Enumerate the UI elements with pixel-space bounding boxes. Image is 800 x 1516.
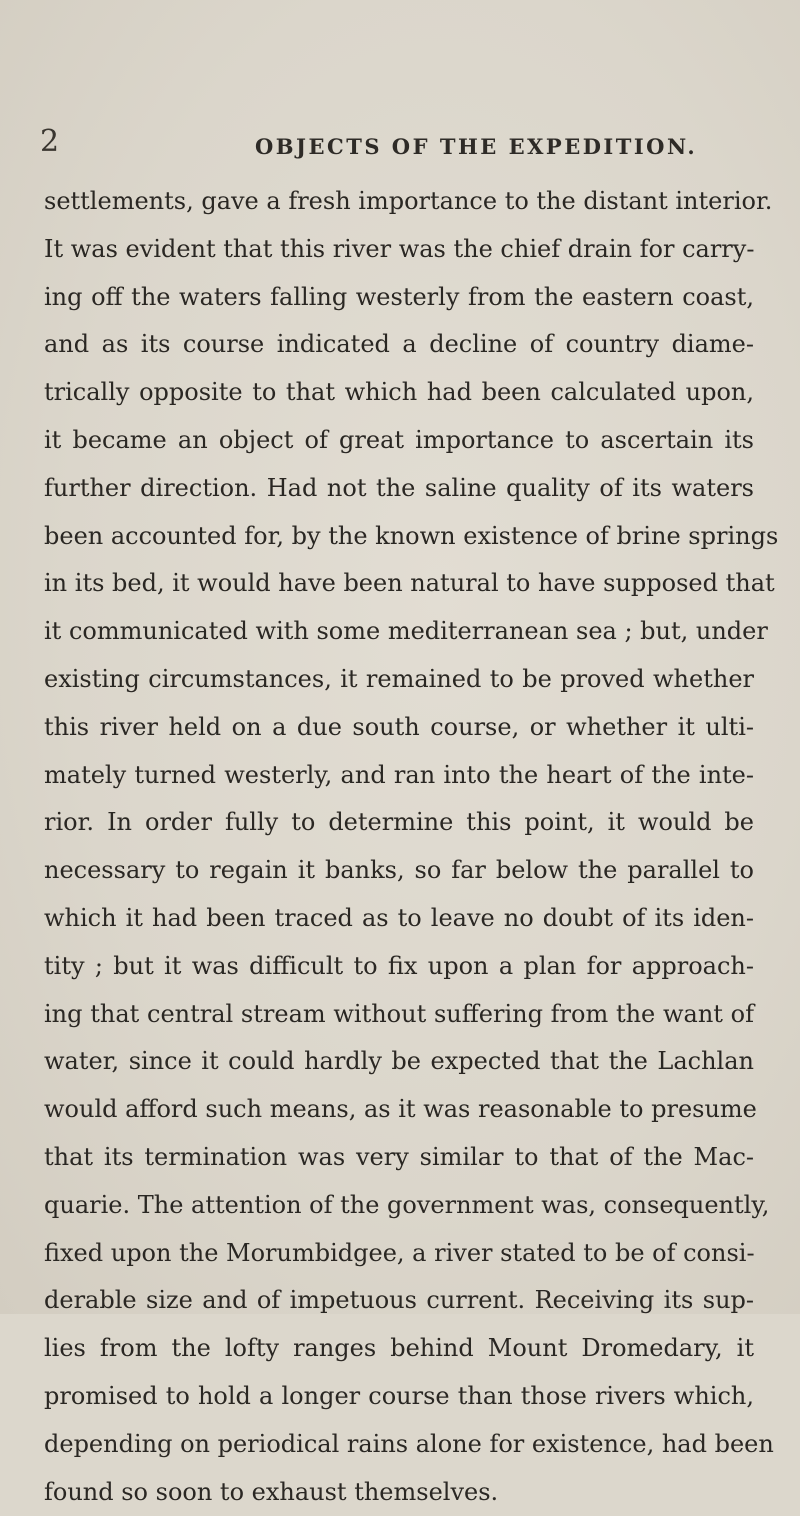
text-line: necessary to regain it banks, so far below the parallel to xyxy=(44,856,754,885)
body-paragraph xyxy=(44,178,779,1516)
text-line: promised to hold a longer course than those rivers which, xyxy=(44,1381,754,1410)
text-line: found so soon to exhaust themselves. xyxy=(44,1477,499,1506)
text-line: further direction. Had not the saline quality of its waters xyxy=(44,473,754,502)
text-line: tity ; but it was difficult to fix upon a plan for approach- xyxy=(44,951,754,980)
text-line: depending on periodical rains alone for existence, had been xyxy=(44,1429,774,1458)
text-line: quarie. The attention of the government was, consequently, xyxy=(44,1190,770,1219)
text-line: mately turned westerly, and ran into the heart of the inte- xyxy=(44,760,754,789)
text-line: ing that central stream without suffering from the want of xyxy=(44,999,754,1028)
text-line: this river held on a due south course, or whether it ulti- xyxy=(44,712,754,741)
page-header xyxy=(40,124,760,168)
text-line: It was evident that this river was the chief drain for carry- xyxy=(44,234,755,263)
text-line: ing off the waters falling westerly from the eastern coast, xyxy=(44,282,754,311)
text-line: existing circumstances, it remained to be proved whether xyxy=(44,664,754,693)
text-line: been accounted for, by the known existence of brine springs xyxy=(44,521,779,550)
running-head: OBJECTS OF THE EXPEDITION. xyxy=(255,134,698,159)
page-number: 2 xyxy=(40,124,60,159)
text-line: it became an object of great importance to ascertain its xyxy=(44,425,754,454)
text-line: in its bed, it would have been natural to have supposed that xyxy=(44,569,775,598)
text-line: that its termination was very similar to that of the Mac- xyxy=(44,1142,754,1171)
text-line: fixed upon the Morumbidgee, a river stated to be of consi- xyxy=(44,1238,755,1267)
text-line: would afford such means, as it was reasonable to presume xyxy=(44,1095,757,1124)
text-line: which it had been traced as to leave no doubt of its iden- xyxy=(44,903,754,932)
text-line: it communicated with some mediterranean sea ; but, under xyxy=(44,617,768,646)
text-line: derable size and of impetuous current. Receiving its sup- xyxy=(44,1286,754,1315)
text-line: and as its course indicated a decline of country diame- xyxy=(44,330,754,359)
text-line: settlements, gave a fresh importance to the distant interior. xyxy=(44,187,773,215)
text-line: water, since it could hardly be expected that the Lachlan xyxy=(44,1047,754,1076)
text-line: trically opposite to that which had been calculated upon, xyxy=(44,378,754,407)
text-line: lies from the lofty ranges behind Mount Dromedary, it xyxy=(44,1334,754,1363)
text-line: rior. In order fully to determine this point, it would be xyxy=(44,808,754,837)
